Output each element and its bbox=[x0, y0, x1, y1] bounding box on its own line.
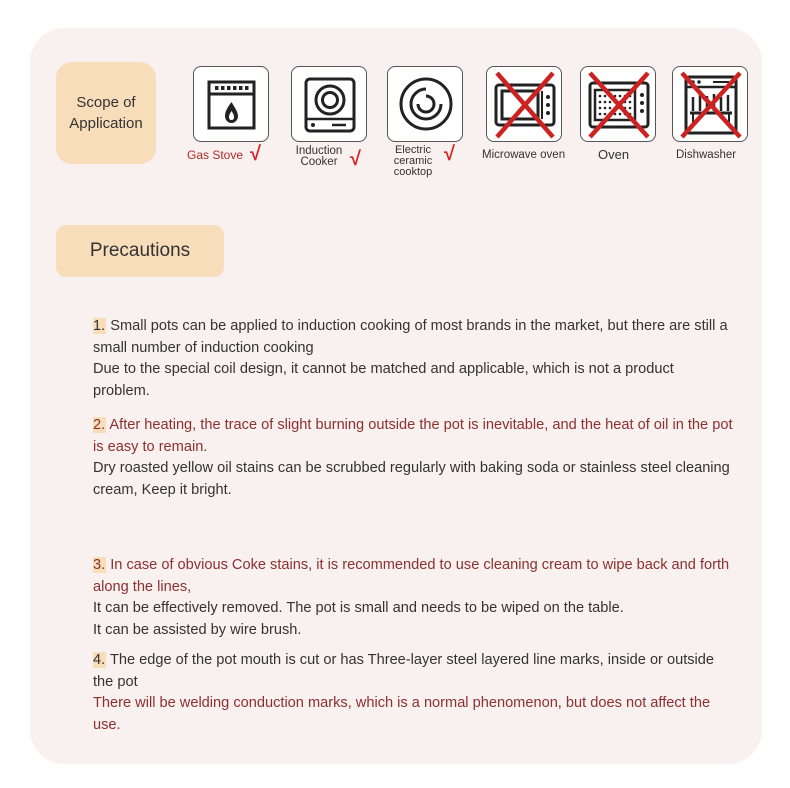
induction-cooker-label bbox=[292, 146, 346, 168]
precaution-3-lead: In case of obvious Coke stains, it is recommended to use cleaning cream to wipe back and forth along the lines, bbox=[93, 557, 730, 595]
scope-label-line2: Application bbox=[69, 115, 143, 132]
induction-cooker-icon bbox=[292, 67, 368, 143]
precaution-4-detail: There will be welding conduction marks, which is a normal phenomenon, but does not affect the use. bbox=[93, 695, 711, 733]
dishwasher-label: Dishwasher bbox=[676, 149, 737, 161]
precaution-1-detail: Due to the special coil design, it cannot be matched and applicable, which is not a product problem. bbox=[93, 361, 674, 399]
oven-icon bbox=[581, 67, 657, 143]
ceramic-cooktop-label-line1: Electric bbox=[394, 144, 432, 156]
precaution-item-2 bbox=[93, 415, 733, 501]
precaution-item-3 bbox=[93, 555, 733, 641]
precautions-heading: Precautions bbox=[56, 225, 224, 277]
precaution-1-number: 1. bbox=[93, 318, 106, 334]
precaution-4-lead: The edge of the pot mouth is cut or has Three-layer steel layered line marks, inside or outside the pot bbox=[93, 652, 715, 690]
ceramic-cooktop-label-line2: ceramic bbox=[393, 155, 433, 167]
gas-stove-label: Gas Stove bbox=[187, 148, 244, 162]
gas-stove-icon bbox=[194, 67, 270, 143]
precaution-2-number: 2. bbox=[93, 417, 106, 433]
dishwasher-icon bbox=[673, 67, 749, 143]
gas-stove-check-icon: √ bbox=[250, 143, 261, 165]
precaution-1-lead: Small pots can be applied to induction cooking of most brands in the market, but there are still a small number of induction cooking bbox=[93, 318, 728, 356]
ceramic-cooktop-tile bbox=[387, 66, 463, 142]
oven-tile bbox=[580, 66, 656, 142]
ceramic-cooktop-label-line3: cooktop bbox=[393, 166, 433, 178]
precaution-2-detail: Dry roasted yellow oil stains can be scrubbed regularly with baking soda or stainless steel cleaning cream, Keep it bright. bbox=[93, 460, 730, 498]
ceramic-cooktop-label bbox=[388, 145, 438, 178]
precaution-3-detail-2: It can be assisted by wire brush. bbox=[93, 621, 302, 638]
induction-cooker-tile bbox=[291, 66, 367, 142]
oven-label: Oven bbox=[598, 147, 630, 162]
ceramic-cooktop-icon bbox=[388, 67, 464, 143]
precaution-3-detail-1: It can be effectively removed. The pot is small and needs to be wiped on the table. bbox=[93, 600, 624, 616]
microwave-oven-label: Microwave oven bbox=[482, 149, 566, 161]
scope-of-application-badge bbox=[56, 62, 156, 164]
precaution-item-1 bbox=[93, 316, 733, 402]
scope-label-line1: Scope of bbox=[76, 94, 136, 111]
microwave-icon bbox=[487, 67, 563, 143]
induction-cooker-label-line2: Cooker bbox=[300, 156, 338, 168]
precaution-3-number: 3. bbox=[93, 557, 106, 573]
induction-cooker-check-icon: √ bbox=[350, 148, 361, 170]
microwave-oven-tile bbox=[486, 66, 562, 142]
gas-stove-tile bbox=[193, 66, 269, 142]
dishwasher-tile bbox=[672, 66, 748, 142]
precaution-4-number: 4. bbox=[93, 652, 106, 668]
induction-cooker-label-line1: Induction bbox=[295, 145, 343, 157]
precaution-item-4 bbox=[93, 650, 733, 736]
precaution-2-lead: After heating, the trace of slight burning outside the pot is inevitable, and the heat of oil in the pot is easy to remain. bbox=[93, 417, 733, 455]
ceramic-cooktop-check-icon: √ bbox=[444, 143, 455, 165]
